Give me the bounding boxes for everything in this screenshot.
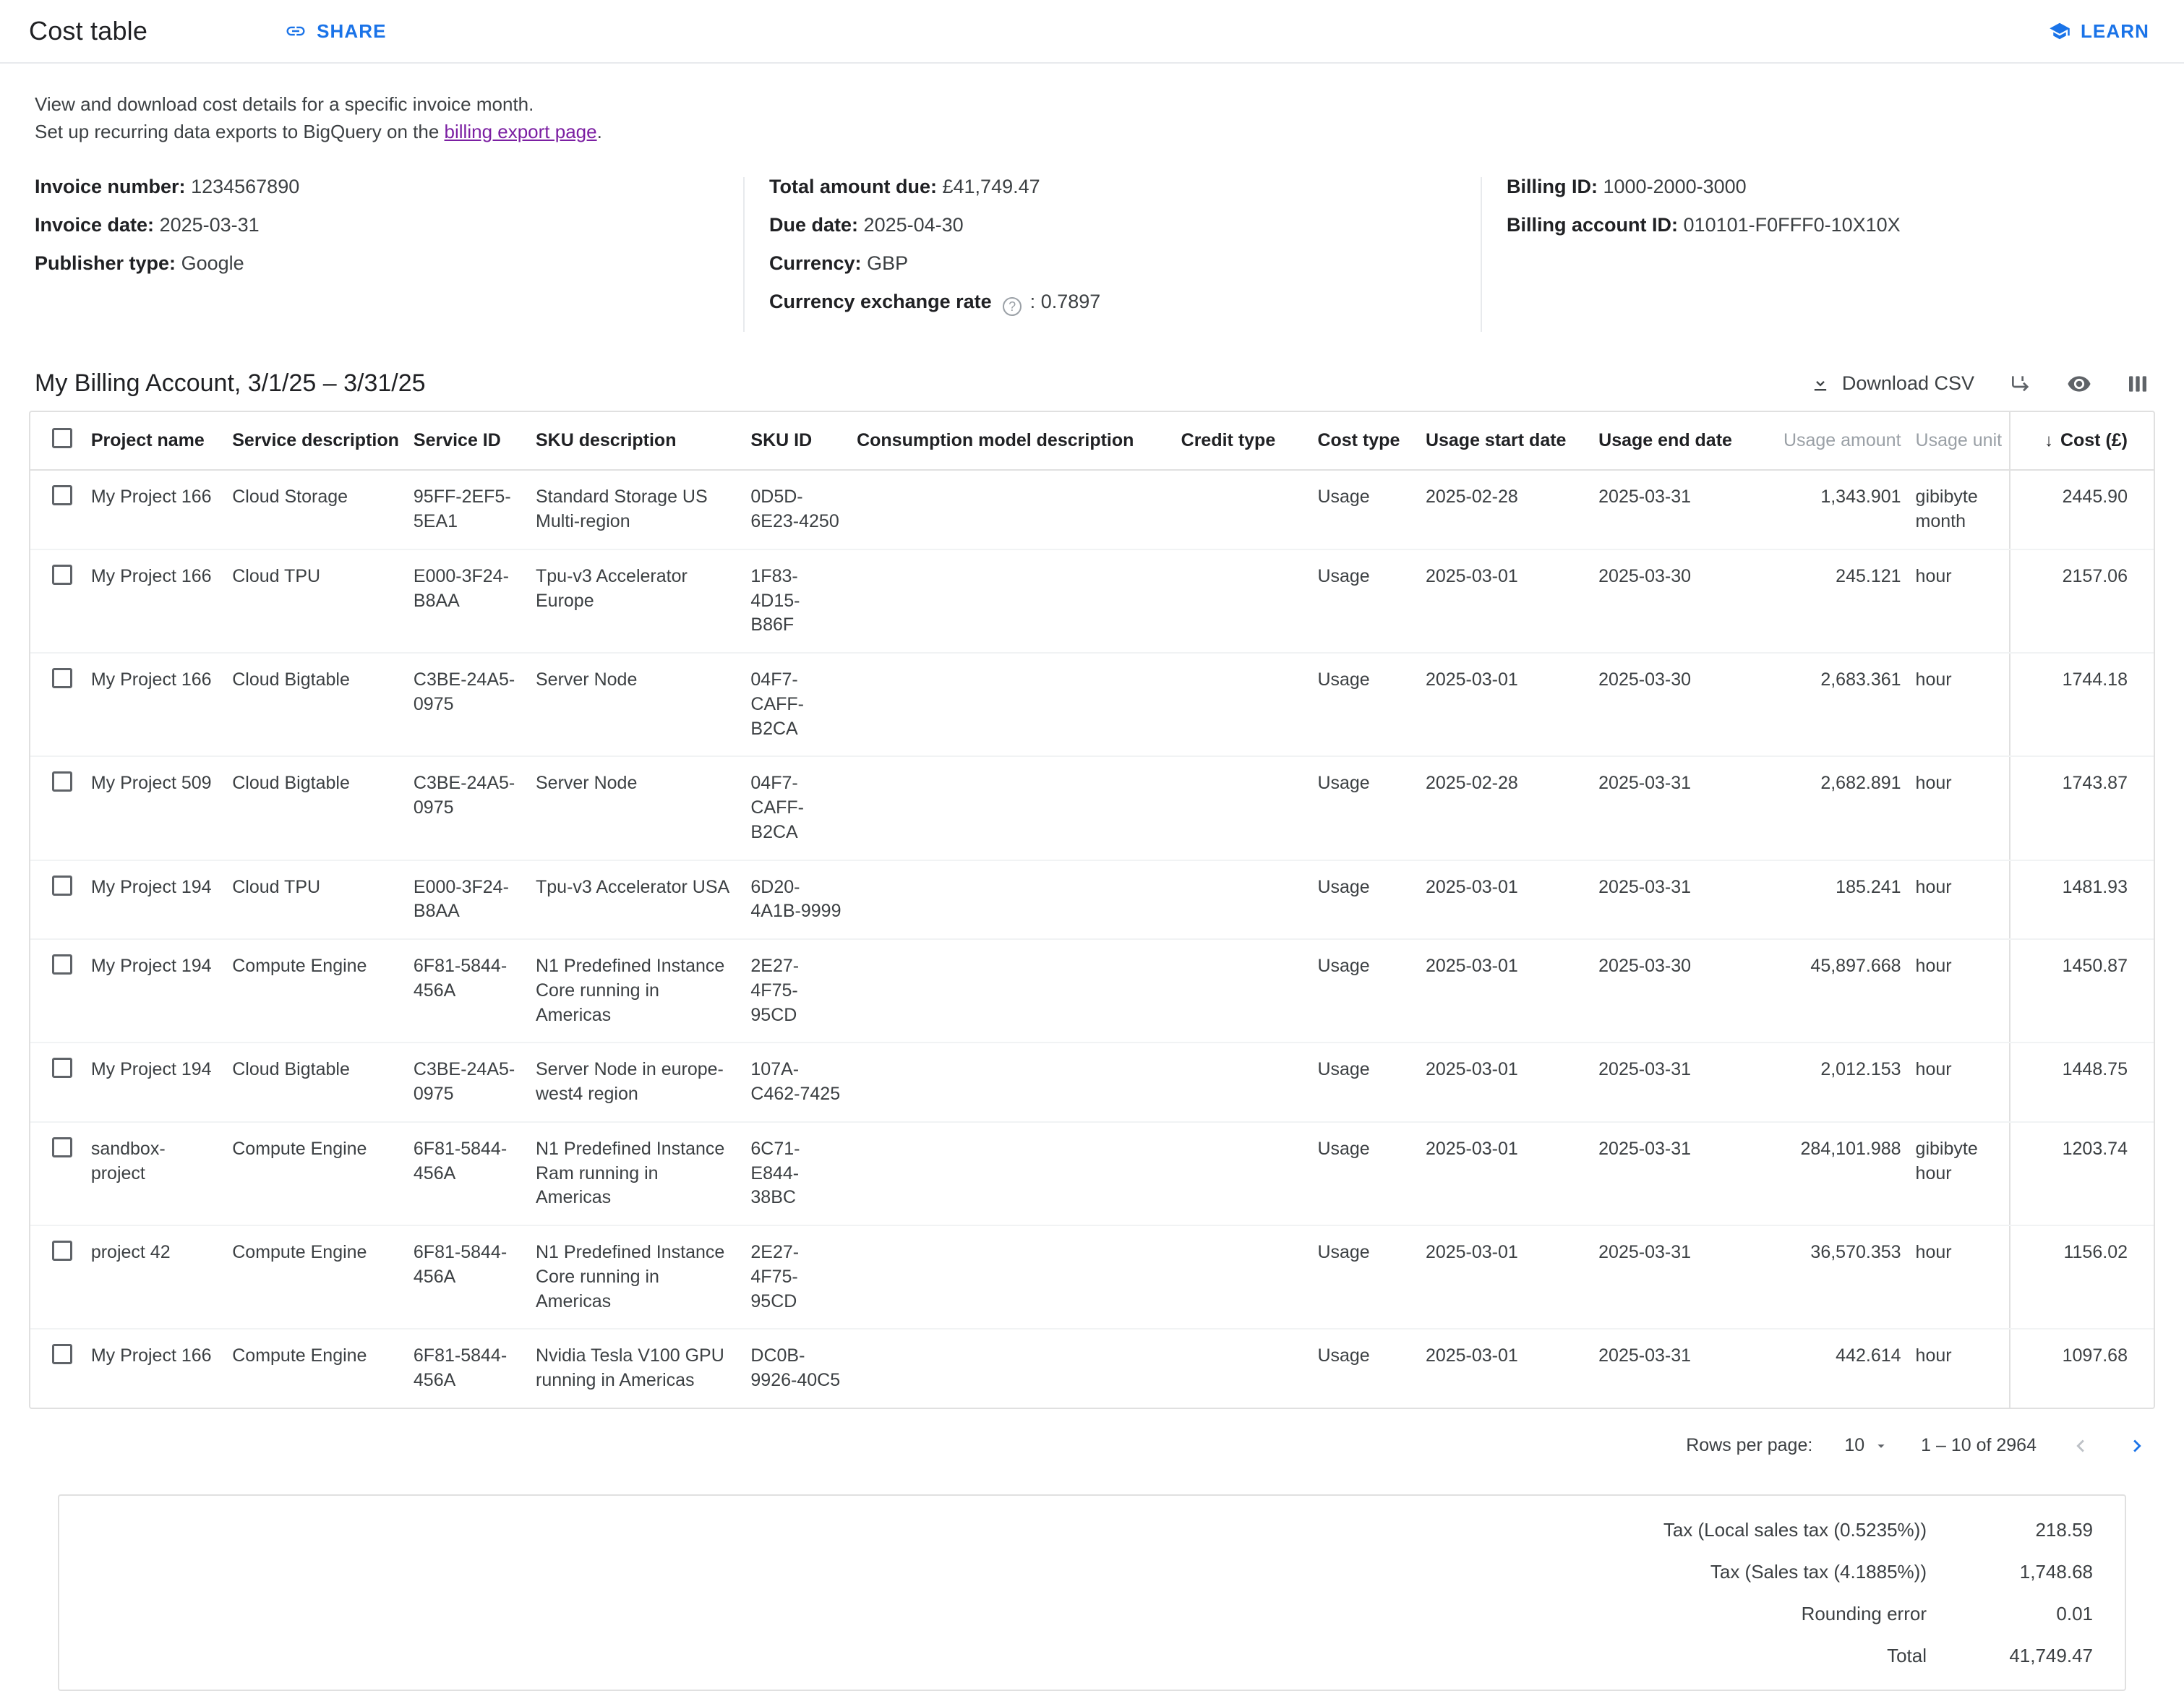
total-row [59, 1604, 2093, 1623]
row-project-name: My Project 509 [84, 756, 225, 860]
row-select-cell [30, 1329, 84, 1408]
intro-line-2-suffix: . [596, 120, 602, 142]
share-label: SHARE [317, 20, 387, 42]
table-row[interactable] [30, 653, 2154, 756]
invoice-number-label: Invoice number: [35, 176, 186, 198]
total-amount-value: £41,749.47 [942, 176, 1040, 198]
billing-id-row [1482, 177, 2128, 197]
row-usage-end-date: 2025-03-30 [1591, 939, 1764, 1043]
invoice-date-row [35, 215, 721, 235]
column-header-usage-start-date[interactable]: Usage start date [1418, 412, 1591, 470]
pagination [0, 1409, 2184, 1465]
row-sku-id: 6C71-E844-38BC [743, 1122, 849, 1225]
learn-label: LEARN [2080, 20, 2149, 42]
intro-line-2-prefix: Set up recurring data exports to BigQuery on the [35, 120, 445, 142]
row-cost-type: Usage [1310, 939, 1418, 1043]
currency-label: Currency: [769, 252, 862, 275]
row-sku-id: 04F7-CAFF-B2CA [743, 756, 849, 860]
totals-list [59, 1520, 2093, 1665]
billing-account-id-row [1482, 215, 2128, 235]
row-usage-start-date: 2025-02-28 [1418, 756, 1591, 860]
row-usage-start-date: 2025-02-28 [1418, 470, 1591, 549]
row-sku-id: 04F7-CAFF-B2CA [743, 653, 849, 756]
due-date-value: 2025-04-30 [863, 214, 964, 236]
table-row[interactable] [30, 939, 2154, 1043]
row-checkbox[interactable] [52, 565, 72, 585]
row-usage-amount: 1,343.901 [1764, 470, 1908, 549]
row-project-name: sandbox-project [84, 1122, 225, 1225]
column-header-usage-end-date[interactable]: Usage end date [1591, 412, 1764, 470]
summary-column-amount [743, 177, 1481, 332]
row-usage-unit: hour [1909, 653, 2010, 756]
row-credit-type [1174, 1225, 1311, 1329]
total-label: Total [1887, 1644, 1927, 1666]
row-service-description: Compute Engine [232, 1345, 367, 1366]
cost-table-element [30, 412, 2154, 1408]
help-icon[interactable]: ? [1003, 297, 1022, 316]
row-cost: 2157.06 [2010, 549, 2154, 653]
billing-id-label: Billing ID: [1507, 176, 1598, 198]
row-select-cell [30, 1122, 84, 1225]
column-header-cost[interactable] [2010, 412, 2154, 470]
table-header-row [30, 412, 2154, 470]
row-usage-unit: hour [1909, 1225, 2010, 1329]
row-service-description: Cloud Bigtable [225, 1043, 406, 1122]
row-consumption-model-description [849, 470, 1174, 549]
row-usage-unit: hour [1909, 549, 2010, 653]
row-consumption-model-description [849, 653, 1174, 756]
column-header-service-description[interactable]: Service description [225, 412, 406, 470]
column-header-project-name[interactable]: Project name [84, 412, 225, 470]
column-header-cost-label: Cost (£) [2060, 430, 2128, 451]
pagination-range: 1 – 10 of 2964 [1921, 1435, 2037, 1456]
column-header-consumption-model-description[interactable]: Consumption model description [849, 412, 1174, 470]
link-icon [285, 20, 307, 42]
row-service-id: C3BE-24A5-0975 [406, 756, 528, 860]
table-row[interactable] [30, 1043, 2154, 1122]
row-credit-type [1174, 756, 1311, 860]
invoice-date-label: Invoice date: [35, 214, 155, 236]
column-header-sku-id[interactable]: SKU ID [743, 412, 849, 470]
fx-rate-separator: : [1029, 291, 1036, 313]
row-usage-end-date: 2025-03-31 [1591, 756, 1764, 860]
row-project-name: My Project 194 [84, 939, 225, 1043]
row-usage-unit: hour [1909, 939, 2010, 1043]
column-header-cost-type[interactable]: Cost type [1310, 412, 1418, 470]
table-row[interactable] [30, 470, 2154, 549]
row-credit-type [1174, 939, 1311, 1043]
row-project-name: My Project 166 [84, 653, 225, 756]
row-cost: 1744.18 [2010, 653, 2154, 756]
group-by-icon[interactable] [2009, 372, 2032, 395]
column-header-service-id[interactable]: Service ID [406, 412, 528, 470]
row-select-cell [30, 549, 84, 653]
invoice-summary [0, 177, 2184, 332]
table-row[interactable] [30, 1329, 2154, 1408]
row-cost-type: Usage [1310, 549, 1418, 653]
row-select-cell [30, 470, 84, 549]
table-row[interactable] [30, 1122, 2154, 1225]
row-usage-end-date: 2025-03-31 [1598, 1345, 1692, 1366]
fx-rate-label: Currency exchange rate [769, 291, 992, 313]
invoice-date-value: 2025-03-31 [159, 214, 260, 236]
row-credit-type [1174, 470, 1311, 549]
rows-per-page-label: Rows per page: [1686, 1435, 1813, 1456]
total-amount-label: Total amount due: [769, 176, 937, 198]
row-project-name: My Project 194 [84, 1043, 225, 1122]
row-consumption-model-description [849, 1122, 1174, 1225]
row-service-id: 95FF-2EF5-5EA1 [406, 470, 528, 549]
row-select-cell [30, 1225, 84, 1329]
row-usage-unit: hour [1909, 756, 2010, 860]
row-credit-type [1174, 1043, 1311, 1122]
billing-account-id-label: Billing account ID: [1507, 214, 1679, 236]
publisher-type-label: Publisher type: [35, 252, 176, 275]
row-usage-end-date: 2025-03-30 [1591, 549, 1764, 653]
row-sku-description: Server Node in europe-west4 region [528, 1043, 743, 1122]
previous-page-button[interactable] [2068, 1434, 2093, 1458]
row-cost-type: Usage [1310, 653, 1418, 756]
row-consumption-model-description [849, 549, 1174, 653]
row-sku-id: 1F83-4D15-B86F [743, 549, 849, 653]
row-service-id: C3BE-24A5-0975 [406, 1043, 528, 1122]
total-row [59, 1520, 2093, 1539]
column-header-sku-description[interactable]: SKU description [528, 412, 743, 470]
total-row [59, 1646, 2093, 1665]
visibility-icon[interactable] [2067, 372, 2091, 396]
row-consumption-model-description [849, 1329, 1174, 1408]
billing-account-id-value: 010101-F0FFF0-10X10X [1683, 214, 1901, 236]
row-consumption-model-description [849, 1225, 1174, 1329]
row-service-id: E000-3F24-B8AA [406, 860, 528, 940]
row-usage-end-date: 2025-03-31 [1591, 1122, 1764, 1225]
row-service-id: 6F81-5844-456A [413, 1345, 508, 1391]
total-label: Tax (Local sales tax (0.5235%)) [1663, 1518, 1927, 1541]
invoice-number-value: 1234567890 [191, 176, 300, 198]
row-service-description: Cloud Bigtable [225, 756, 406, 860]
intro-line-2 [35, 119, 2149, 146]
row-sku-id: 107A-C462-7425 [743, 1043, 849, 1122]
table-row[interactable] [30, 549, 2154, 653]
row-checkbox[interactable] [52, 668, 72, 688]
row-sku-id: DC0B-9926-40C5 [750, 1345, 841, 1391]
row-checkbox[interactable] [52, 876, 72, 896]
cost-table [29, 411, 2155, 1409]
billing-account-title: My Billing Account, 3/1/25 – 3/31/25 [35, 369, 426, 398]
row-select-cell [30, 860, 84, 940]
row-service-description: Cloud Bigtable [225, 653, 406, 756]
row-credit-type [1174, 860, 1311, 940]
table-row[interactable] [30, 756, 2154, 860]
summary-column-billing [1481, 177, 2149, 332]
row-consumption-model-description [849, 860, 1174, 940]
row-sku-id: 2E27-4F75-95CD [743, 1225, 849, 1329]
table-toolbar [0, 351, 2184, 411]
total-value: 41,749.47 [2009, 1644, 2093, 1666]
row-usage-amount: 2,683.361 [1764, 653, 1908, 756]
row-cost-type: Usage [1310, 860, 1418, 940]
totals-panel [58, 1494, 2126, 1691]
page-title: Cost table [29, 16, 148, 46]
row-cost: 1448.75 [2010, 1043, 2154, 1122]
row-project-name: My Project 166 [84, 470, 225, 549]
row-credit-type [1174, 653, 1311, 756]
row-service-description: Cloud TPU [225, 860, 406, 940]
sort-descending-icon: ↓ [2044, 431, 2053, 451]
row-project-name: My Project 166 [90, 1345, 212, 1366]
row-sku-description: N1 Predefined Instance Ram running in Americas [528, 1122, 743, 1225]
row-usage-start-date: 2025-03-01 [1418, 860, 1591, 940]
row-cost: 1450.87 [2010, 939, 2154, 1043]
currency-row [745, 254, 1459, 273]
next-page-button[interactable] [2125, 1434, 2149, 1458]
chevron-down-icon [1873, 1438, 1889, 1454]
row-project-name: My Project 194 [84, 860, 225, 940]
row-usage-unit: hour [1909, 1043, 2010, 1122]
row-service-id: 6F81-5844-456A [406, 1225, 528, 1329]
intro-line-1: View and download cost details for a specific invoice month. [35, 93, 534, 115]
fx-rate-row [745, 292, 1459, 313]
table-row[interactable] [30, 860, 2154, 940]
total-value: 1,748.68 [2019, 1560, 2093, 1583]
row-usage-end-date: 2025-03-30 [1591, 653, 1764, 756]
row-cost-type: Usage [1317, 1345, 1370, 1366]
total-label: Rounding error [1801, 1602, 1927, 1624]
select-all-cell [30, 412, 84, 470]
download-icon [1810, 374, 1830, 394]
row-cost-type: Usage [1310, 1122, 1418, 1225]
billing-export-page-link[interactable]: billing export page [444, 120, 597, 142]
row-usage-amount: 284,101.988 [1764, 1122, 1908, 1225]
billing-id-value: 1000-2000-3000 [1603, 176, 1747, 198]
total-amount-row [745, 177, 1459, 197]
row-consumption-model-description [849, 1043, 1174, 1122]
invoice-number-row [35, 177, 721, 197]
column-header-credit-type[interactable]: Credit type [1174, 412, 1311, 470]
publisher-type-row [35, 254, 721, 273]
row-cost: 2445.90 [2010, 470, 2154, 549]
row-service-description: Compute Engine [225, 1225, 406, 1329]
row-usage-start-date: 2025-03-01 [1425, 1345, 1518, 1366]
row-cost: 1097.68 [2010, 1329, 2154, 1408]
row-usage-end-date: 2025-03-31 [1591, 1225, 1764, 1329]
row-sku-id: 6D20-4A1B-9999 [743, 860, 849, 940]
row-service-description: Cloud Storage [225, 470, 406, 549]
row-service-id: 6F81-5844-456A [406, 1122, 528, 1225]
column-header-usage-unit[interactable]: Usage unit [1909, 412, 2010, 470]
row-sku-description: Standard Storage US Multi-region [528, 470, 743, 549]
row-sku-id: 0D5D-6E23-4250 [743, 470, 849, 549]
row-checkbox[interactable] [52, 1137, 72, 1157]
row-sku-description: N1 Predefined Instance Core running in Americas [528, 1225, 743, 1329]
table-body [30, 470, 2154, 1408]
row-usage-start-date: 2025-03-01 [1418, 939, 1591, 1043]
row-checkbox[interactable] [52, 485, 72, 505]
learn-button[interactable] [2049, 20, 2149, 43]
row-consumption-model-description [849, 939, 1174, 1043]
row-sku-description: N1 Predefined Instance Core running in Americas [528, 939, 743, 1043]
row-usage-amount: 2,682.891 [1764, 756, 1908, 860]
row-usage-end-date: 2025-03-31 [1591, 470, 1764, 549]
row-checkbox[interactable] [52, 1241, 72, 1261]
fx-rate-value: 0.7897 [1040, 291, 1101, 313]
row-checkbox[interactable] [52, 1058, 72, 1078]
row-usage-unit: gibibyte month [1909, 470, 2010, 549]
row-usage-unit: hour [1915, 1345, 1952, 1366]
row-sku-description: Server Node [528, 756, 743, 860]
row-sku-description: Tpu-v3 Accelerator Europe [528, 549, 743, 653]
row-select-cell [30, 939, 84, 1043]
row-service-description: Compute Engine [225, 1122, 406, 1225]
row-usage-start-date: 2025-03-01 [1418, 653, 1591, 756]
row-credit-type [1174, 549, 1311, 653]
row-sku-description: Tpu-v3 Accelerator USA [528, 860, 743, 940]
row-usage-amount: 245.121 [1764, 549, 1908, 653]
rows-per-page-select[interactable] [1844, 1435, 1889, 1456]
row-usage-end-date: 2025-03-31 [1591, 1043, 1764, 1122]
row-usage-unit: gibibyte hour [1909, 1122, 2010, 1225]
total-value: 0.01 [2056, 1602, 2093, 1624]
row-usage-start-date: 2025-03-01 [1418, 549, 1591, 653]
download-csv-button[interactable] [1810, 372, 1974, 395]
total-label: Tax (Sales tax (4.1885%)) [1710, 1560, 1927, 1583]
rows-per-page-value: 10 [1844, 1435, 1865, 1456]
row-usage-amount: 36,570.353 [1764, 1225, 1908, 1329]
row-credit-type [1174, 1329, 1311, 1408]
row-usage-amount: 2,012.153 [1764, 1043, 1908, 1122]
row-sku-id: 2E27-4F75-95CD [743, 939, 849, 1043]
column-header-usage-amount[interactable]: Usage amount [1764, 412, 1908, 470]
row-select-cell [30, 1043, 84, 1122]
row-cost-type: Usage [1310, 470, 1418, 549]
row-usage-amount: 185.241 [1764, 860, 1908, 940]
row-cost-type: Usage [1310, 1043, 1418, 1122]
row-service-description: Compute Engine [225, 939, 406, 1043]
total-value: 218.59 [2035, 1518, 2093, 1541]
due-date-label: Due date: [769, 214, 859, 236]
row-credit-type [1174, 1122, 1311, 1225]
row-usage-start-date: 2025-03-01 [1418, 1225, 1591, 1329]
currency-value: GBP [867, 252, 909, 275]
row-service-id: C3BE-24A5-0975 [406, 653, 528, 756]
row-checkbox[interactable] [52, 1344, 72, 1364]
row-cost: 1481.93 [2010, 860, 2154, 940]
download-csv-label: Download CSV [1841, 372, 1974, 395]
row-consumption-model-description [849, 756, 1174, 860]
row-cost: 1156.02 [2010, 1225, 2154, 1329]
due-date-row [745, 215, 1459, 235]
row-cost-type: Usage [1310, 756, 1418, 860]
row-cost: 1203.74 [2010, 1122, 2154, 1225]
row-usage-start-date: 2025-03-01 [1418, 1122, 1591, 1225]
row-select-cell [30, 653, 84, 756]
row-usage-end-date: 2025-03-31 [1591, 860, 1764, 940]
row-checkbox[interactable] [52, 954, 72, 975]
columns-icon[interactable] [2126, 372, 2149, 395]
row-checkbox[interactable] [52, 771, 72, 792]
row-project-name: My Project 166 [84, 549, 225, 653]
summary-column-invoice [35, 177, 743, 332]
row-usage-amount: 45,897.668 [1764, 939, 1908, 1043]
row-sku-description: Server Node [528, 653, 743, 756]
intro-text [0, 64, 2184, 145]
row-usage-amount: 442.614 [1836, 1345, 1901, 1366]
row-sku-description: Nvidia Tesla V100 GPU running in Americas [536, 1345, 724, 1391]
row-cost-type: Usage [1310, 1225, 1418, 1329]
table-row[interactable] [30, 1225, 2154, 1329]
publisher-type-value: Google [181, 252, 244, 275]
share-button[interactable] [285, 20, 387, 43]
row-usage-unit: hour [1909, 860, 2010, 940]
row-project-name: project 42 [84, 1225, 225, 1329]
table-actions [1810, 372, 2149, 396]
row-service-description: Cloud TPU [225, 549, 406, 653]
row-usage-start-date: 2025-03-01 [1418, 1043, 1591, 1122]
row-cost: 1743.87 [2010, 756, 2154, 860]
school-icon [2049, 20, 2070, 42]
top-bar [0, 0, 2184, 64]
row-service-id: E000-3F24-B8AA [406, 549, 528, 653]
row-service-id: 6F81-5844-456A [406, 939, 528, 1043]
row-select-cell [30, 756, 84, 860]
select-all-checkbox[interactable] [52, 428, 72, 448]
total-row [59, 1562, 2093, 1581]
